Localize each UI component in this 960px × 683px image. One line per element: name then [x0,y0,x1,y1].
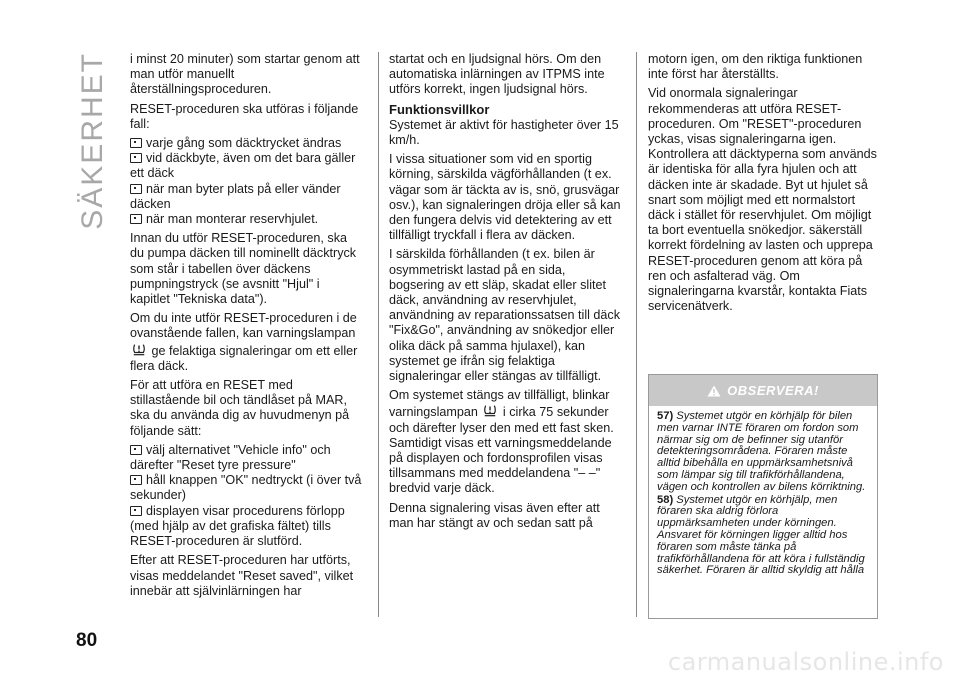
paragraph: I särskilda förhållanden (t ex. bilen är osymmetriskt lastad på en sida, bogsering av ett släp, skadat eller slitet däck, användning av reservhjulet, användning av reparationssatsen till däck "Fix&Go", användning av snökedjor eller olika däck på samma hjulaxel), kan systemet ge ifrån sig felaktiga signaleringar eller stängas av tillfälligt. [389,247,621,384]
tyre-pressure-warning-icon [483,403,497,417]
list-item: välj alternativet "Vehicle info" och därefter "Reset tyre pressure" [130,442,331,473]
note-box [648,374,878,619]
note-title: OBSERVERA! [727,383,819,398]
tyre-pressure-warning-icon [132,342,146,356]
note-header [649,375,877,406]
section-title: SÄKERHET [76,52,109,230]
text-column-3 [648,52,878,318]
list-item: varje gång som däcktrycket ändras [130,136,362,151]
paragraph: Om du inte utför RESET-proceduren i de ovanstående fallen, kan varningslampan ge felaktiga signaleringar om ett eller flera däck. [130,311,358,373]
paragraph: RESET-proceduren ska utföras i följande fall: [130,101,359,131]
watermark: carmanualsonline.info [667,648,944,676]
paragraph: Om systemet stängs av tillfälligt, blinkar varningslampan i cirka 75 sekunder och därefter lyser den med ett fast sken. Samtidigt visas ett varningsmeddelande på displayen och fordonsprofilen visas tillsammans med meddelandena "– –" bredvid varje däck. [389,388,614,496]
column-divider [636,52,637,617]
paragraph: Vid onormala signaleringar rekommenderas att utföra RESET-proceduren. Om "RESET"-proceduren yckas, visas signaleringarna igen. Kontrollera att däcktyperna som används är identiska för alla fyra hjulen och att däcken inte är skadade. Byt ut hjulet så snart som möjligt med ett normalstort däck i stället för reservhjulet. Om möjligt ta bort eventuella snökedjor. säkerställ korrekt fördelning av lasten och upprepa RESET-proceduren genom att köra på ren och asfalterad väg. Om signaleringarna kvarstår, kontakta Fiats servicenätverk. [648,86,877,314]
text-column-1 [130,52,362,603]
note-item: 57) Systemet utgör en körhjälp för bilen men varnar INTE föraren om fordon som närmar sig om de befinner sig utanför detekteringsområdena. Föraren måste alltid bibehålla en uppmärksamhetsnivå som lämpar sig till trafikförhållandena, vägen och kontrollen av bilens körriktning. [657,410,866,493]
checkbox-bullet-icon [130,138,142,148]
checkbox-bullet-icon [130,475,142,485]
note-item: 58) Systemet utgör en körhjälp, men föraren ska aldrig förlora uppmärksamheten under körningen. Ansvaret för körningen ligger alltid hos föraren som måste tänka på trafikförhållandena för att köra i fullständig säkerhet. Föraren är alltid skyldig att hålla [657,493,865,577]
paragraph: motorn igen, om den riktiga funktionen inte först har återställts. [648,52,863,82]
checkbox-bullet-icon [130,214,142,224]
paragraph: Efter att RESET-proceduren har utförts, visas meddelandet "Reset saved", vilket innebär att självinlärningen har [130,553,354,598]
section-heading: Funktionsvillkor [389,101,490,117]
note-body [649,406,877,577]
paragraph: I vissa situationer som vid en sportig körning, särskilda vägförhållanden (t ex. vägar som är täckta av is, snö, grusvägar osv.), kan signaleringen dröja eller så kan den fungera delvis vid detektering av ett tillfälligt tryckfall i flera av däcken. [389,152,621,243]
list-item: när man monterar reservhjulet. [130,212,362,227]
checkbox-bullet-icon [130,184,142,194]
paragraph: startat och en ljudsignal hörs. Om den automatiska inlärningen av ITPMS inte utförs korrekt, ingen ljudsignal hörs. [389,52,605,97]
checkbox-bullet-icon [130,153,142,163]
list-item: håll knappen "OK" nedtryckt (i över två sekunder) [130,473,362,503]
column-divider [378,52,379,617]
warning-triangle-icon [707,385,721,397]
paragraph: För att utföra en RESET med stillastående bil och tändlåset på MAR, ska du använda dig av huvudmenyn på följande sätt: [130,378,350,438]
paragraph: Systemet är aktivt för hastigheter över 15 km/h. [389,117,619,148]
paragraph: i minst 20 minuter) som startar genom att man utför manuellt återställningsproceduren. [130,52,360,97]
checkbox-bullet-icon [130,445,142,455]
page-number: 80 [76,630,98,651]
paragraph: Innan du utför RESET-proceduren, ska du pumpa däcken till nominellt däcktryck som står i tabellen över däckens pumpningstryck (se avsnitt "Hjul" i kapitlet "Tekniska data"). [130,231,357,307]
list-item: vid däckbyte, även om det bara gäller ett däck [130,151,356,181]
list-item: displayen visar procedurens förlopp (med hjälp av det grafiska fältet) tills RESET-proceduren är slutförd. [130,503,345,549]
list-item: när man byter plats på eller vänder däcken [130,181,341,211]
text-column-2 [389,52,624,535]
checkbox-bullet-icon [130,506,142,516]
paragraph: Denna signalering visas även efter att man har stängt av och sedan satt på [389,500,600,530]
